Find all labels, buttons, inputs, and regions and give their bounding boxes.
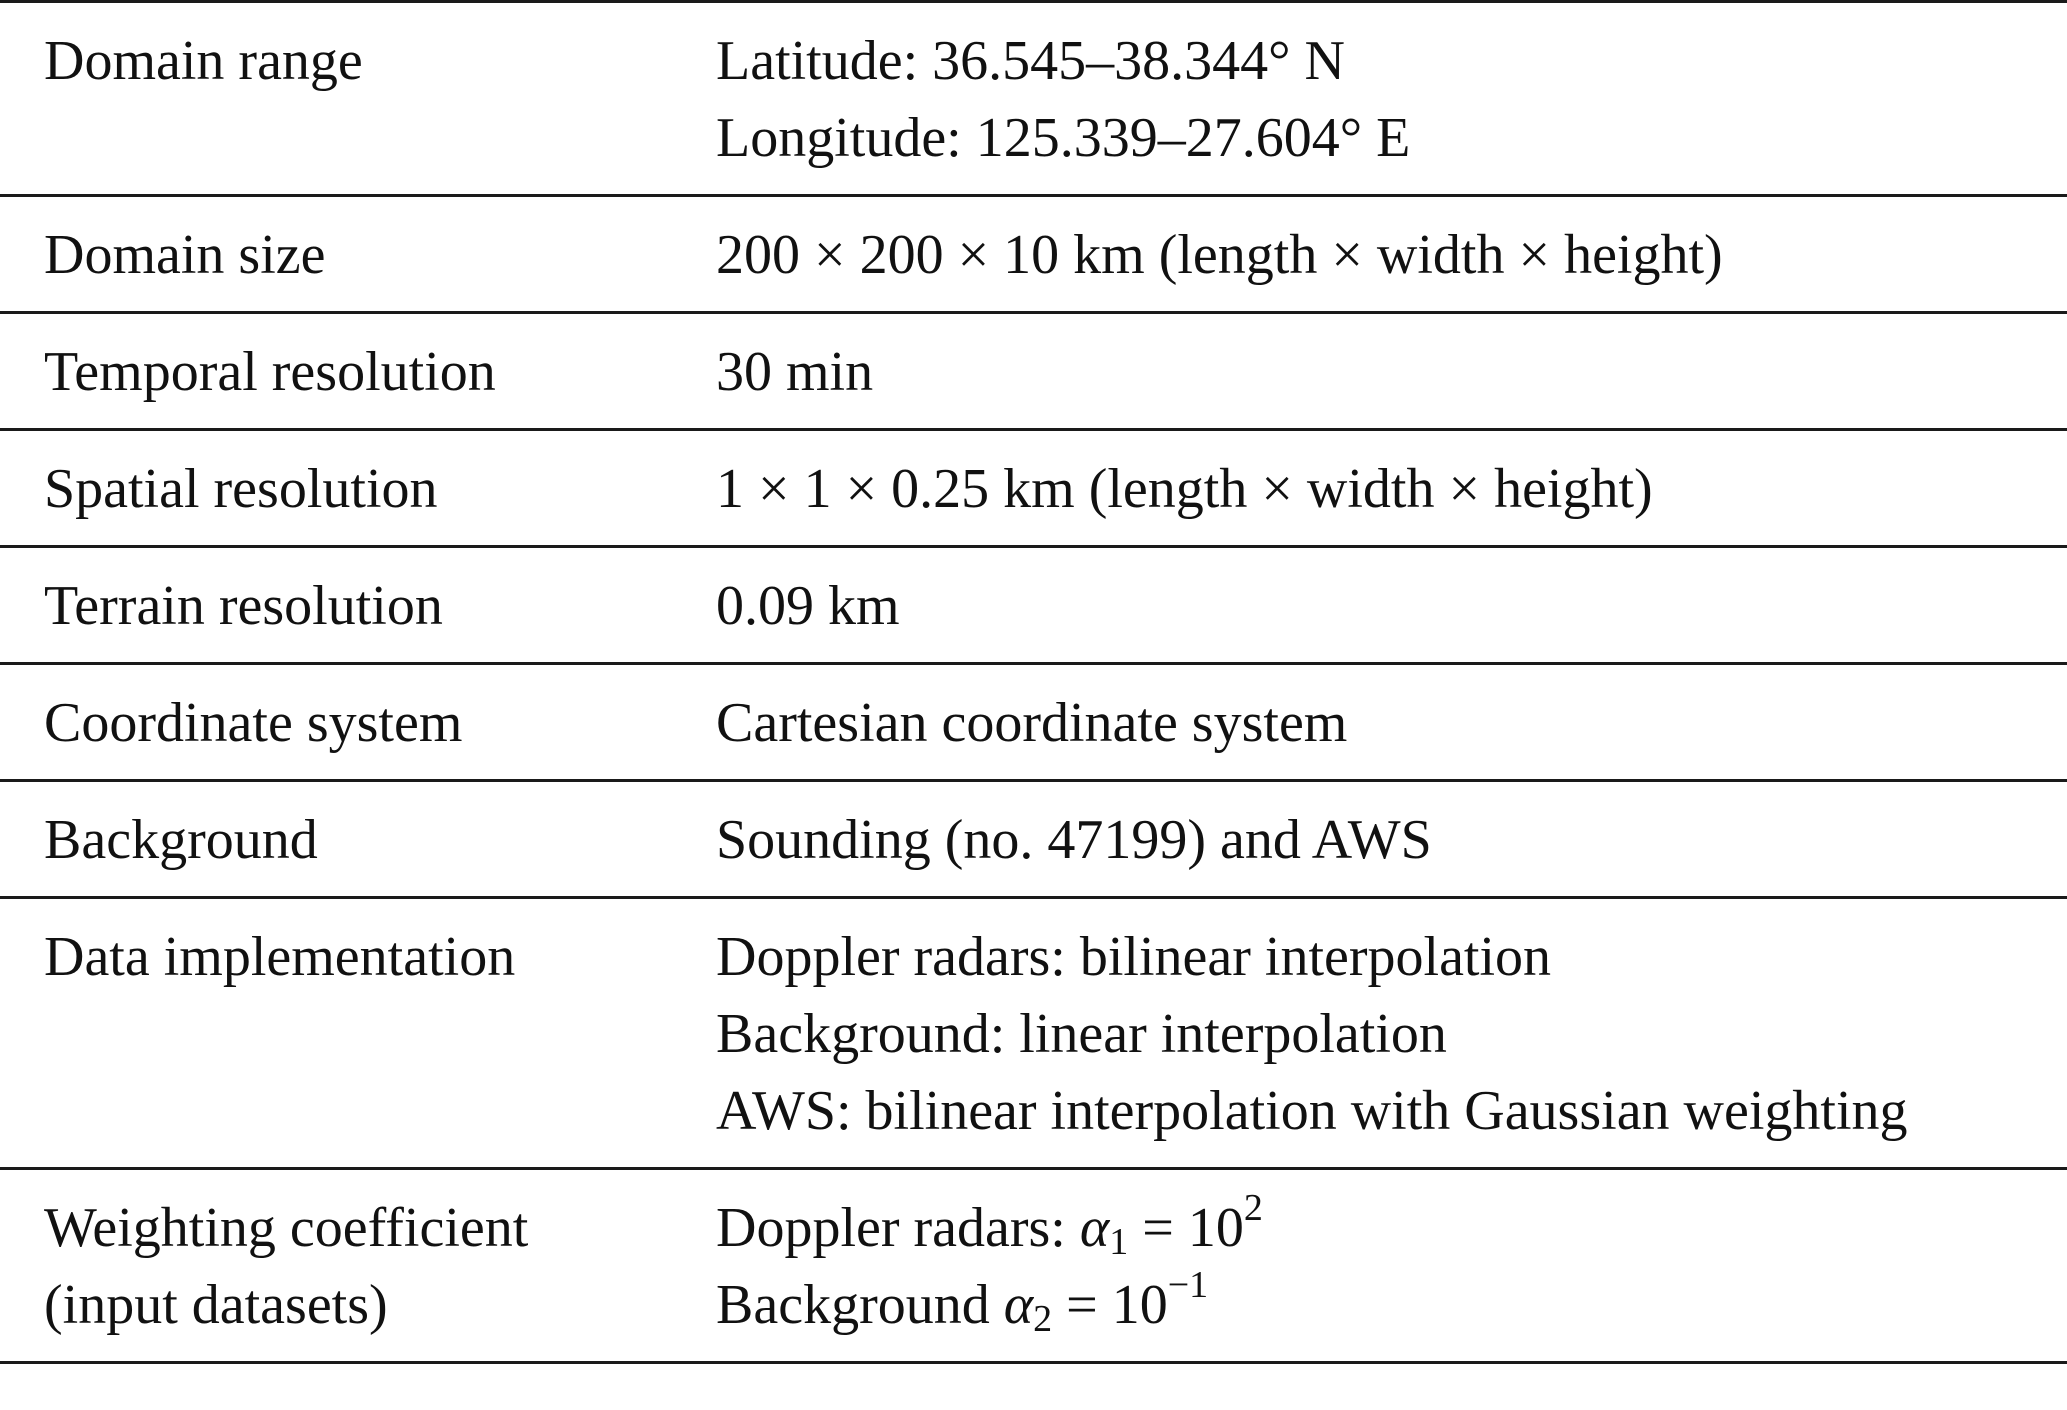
latitude-range: Latitude: 36.545–38.344° N <box>716 30 1345 92</box>
row-label-coordinate-system: Coordinate system <box>44 692 463 754</box>
row-label-domain-range: Domain range <box>44 30 363 92</box>
row-value-domain-range <box>716 2 2067 196</box>
table-row <box>0 196 2067 313</box>
table-row <box>0 547 2067 664</box>
row-value-coordinate-system: Cartesian coordinate system <box>716 692 1348 754</box>
table-row <box>0 781 2067 898</box>
row-label-background: Background <box>44 809 318 871</box>
row-label-weighting-coefficient: Weighting coefficient (input datasets) <box>44 1197 529 1336</box>
row-label-spatial-resolution: Spatial resolution <box>44 458 438 520</box>
weight-doppler-radars: Doppler radars: $\alpha_1 = 10^2$ <box>716 1187 1263 1263</box>
table-row <box>0 2 2067 196</box>
row-value-background: Sounding (no. 47199) and AWS <box>716 809 1432 871</box>
table-row <box>0 664 2067 781</box>
table-row <box>0 430 2067 547</box>
longitude-range: Longitude: 125.339–27.604° E <box>716 107 1411 169</box>
row-label-temporal-resolution: Temporal resolution <box>44 341 496 403</box>
row-value-domain-size: 200 × 200 × 10 km (length × width × height) <box>716 224 1723 286</box>
weight-background: Background $\alpha_2 = 10^{-1}$ <box>716 1264 1209 1340</box>
row-value-terrain-resolution: 0.09 km <box>716 575 900 637</box>
row-value-weighting-coefficient <box>716 1169 2067 1363</box>
row-label-domain-size: Domain size <box>44 224 326 286</box>
row-label-data-implementation: Data implementation <box>44 926 516 988</box>
table-row <box>0 898 2067 1169</box>
row-label-terrain-resolution: Terrain resolution <box>44 575 443 637</box>
row-value-spatial-resolution: 1 × 1 × 0.25 km (length × width × height) <box>716 458 1653 520</box>
row-value-temporal-resolution: 30 min <box>716 341 874 403</box>
table-row <box>0 1169 2067 1363</box>
row-value-data-implementation: Doppler radars: bilinear interpolation Background: linear interpolation AWS: bilinear interpolation with Gaussian weighting <box>716 926 1908 1142</box>
table-row <box>0 313 2067 430</box>
